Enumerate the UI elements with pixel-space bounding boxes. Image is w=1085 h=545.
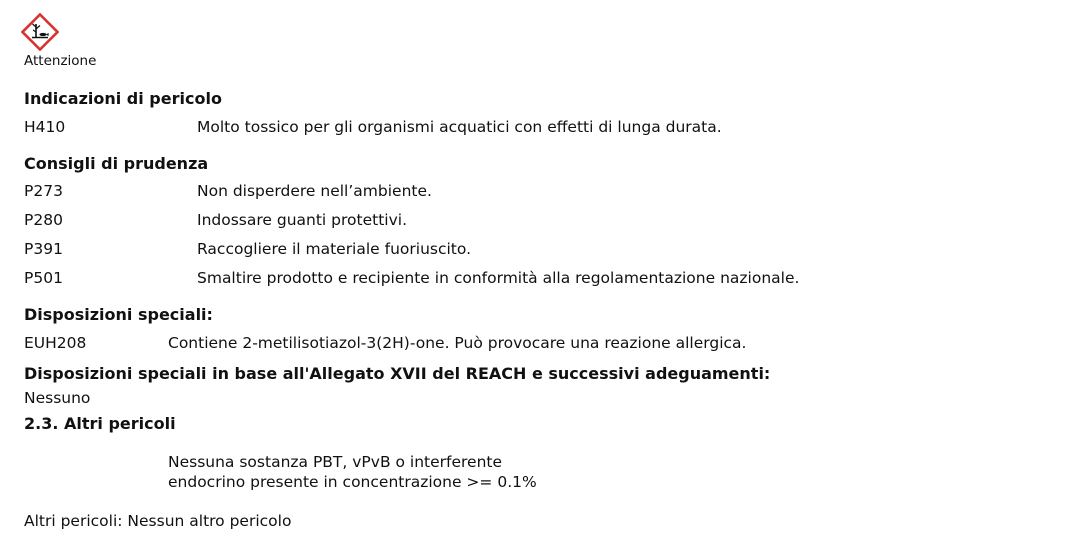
other-hazards-note: Altri pericoli: Nessun altro pericolo	[24, 512, 292, 530]
precaution-code: P391	[24, 240, 63, 258]
hazard-text: Molto tossico per gli organismi acquatici con effetti di lunga durata.	[197, 118, 722, 136]
euh-code: EUH208	[24, 334, 87, 352]
precautionary-statements-title: Consigli di prudenza	[24, 154, 209, 173]
signal-word: Attenzione	[24, 53, 97, 69]
reach-provisions-title: Disposizioni speciali in base all'Allegato XVII del REACH e successivi adeguamenti:	[24, 364, 771, 383]
precaution-text: Smaltire prodotto e recipiente in conformità alla regolamentazione nazionale.	[197, 269, 800, 287]
hazard-code: H410	[24, 118, 66, 136]
precaution-code: P273	[24, 182, 63, 200]
reach-provisions-value: Nessuno	[24, 389, 91, 407]
precaution-code: P501	[24, 269, 63, 287]
pbt-statement-line: endocrino presente in concentrazione >= 0.1%	[168, 473, 537, 491]
pbt-statement-line: Nessuna sostanza PBT, vPvB o interferente	[168, 453, 503, 471]
precaution-text: Indossare guanti protettivi.	[197, 211, 407, 229]
precaution-text: Raccogliere il materiale fuoriuscito.	[197, 240, 472, 258]
other-hazards-title: 2.3. Altri pericoli	[24, 414, 176, 433]
ghs09-environment-icon	[21, 13, 59, 51]
precaution-text: Non disperdere nell’ambiente.	[197, 182, 432, 200]
hazard-statements-title: Indicazioni di pericolo	[24, 89, 222, 108]
euh-text: Contiene 2-metilisotiazol-3(2H)-one. Può provocare una reazione allergica.	[168, 334, 747, 352]
special-provisions-title: Disposizioni speciali:	[24, 305, 213, 324]
precaution-code: P280	[24, 211, 63, 229]
